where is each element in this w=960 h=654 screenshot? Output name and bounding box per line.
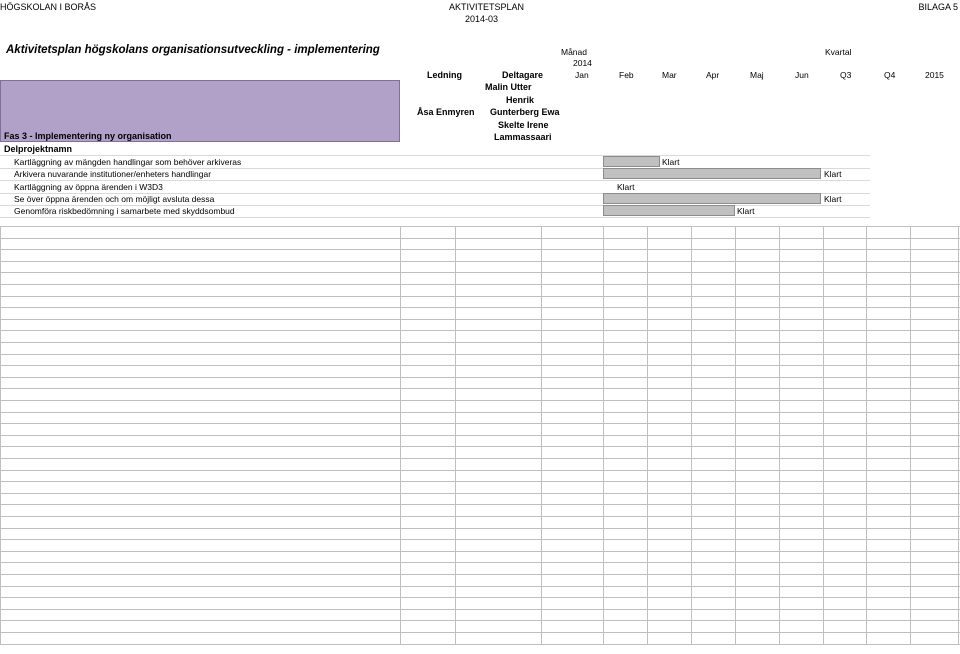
task-status: Klart: [662, 157, 680, 167]
grid-row-line: [0, 597, 960, 598]
col-ledning: Ledning: [427, 70, 462, 80]
task-name: Kartläggning av mängden handlingar som behöver arkiveras: [14, 157, 242, 167]
task-status: Klart: [737, 206, 755, 216]
grid-col-line: [455, 226, 456, 644]
phase-participant-5: Lammassaari: [494, 132, 552, 142]
grid-col-line: [866, 226, 867, 644]
task-bar: [603, 156, 660, 167]
phase-participant-2: Henrik: [506, 95, 535, 105]
col-mar: Mar: [662, 70, 677, 80]
page-title: Aktivitetsplan högskolans organisationsutveckling - implementering: [6, 44, 380, 56]
task-name: Se över öppna ärenden och om möjligt avsluta dessa: [14, 194, 215, 204]
grid-row-line: [0, 238, 960, 239]
task-status: Klart: [824, 169, 842, 179]
grid-row-line: [0, 365, 960, 366]
grid-row-line: [0, 504, 960, 505]
label-year: 2014: [573, 58, 592, 68]
col-q4: Q4: [884, 70, 896, 80]
task-bar: [603, 205, 735, 216]
header-attachment: BILAGA 5: [918, 2, 958, 12]
grid-row-line: [0, 586, 960, 587]
header-institution: HÖGSKOLAN I BORÅS: [0, 2, 97, 12]
grid-row-line: [0, 272, 960, 273]
grid-row-line: [0, 516, 960, 517]
label-kvartal: Kvartal: [825, 47, 852, 57]
grid-row-line: [0, 562, 960, 563]
grid-row-line: [0, 528, 960, 529]
col-q3: Q3: [840, 70, 852, 80]
phase-participant-3: Gunterberg Ewa: [490, 107, 560, 117]
grid-col-line: [735, 226, 736, 644]
phase-participant-4: Skelte Irene: [498, 120, 549, 130]
grid-row-line: [0, 609, 960, 610]
task-bar: [603, 193, 821, 204]
grid-row-line: [0, 342, 960, 343]
grid-col-line: [779, 226, 780, 644]
grid-row-line: [0, 284, 960, 285]
header-date: 2014-03: [465, 14, 499, 24]
grid-row-line: [0, 319, 960, 320]
grid-row-line: [0, 388, 960, 389]
label-manad: Månad: [561, 47, 587, 57]
grid-col-line: [400, 226, 401, 644]
task-bar: [603, 168, 821, 179]
grid-row-line: [0, 226, 960, 227]
grid-row-line: [0, 644, 960, 645]
grid-row-line: [0, 296, 960, 297]
grid-row-line: [0, 481, 960, 482]
grid-row-line: [0, 458, 960, 459]
subproject-label: Delprojektnamn: [4, 144, 73, 154]
col-maj: Maj: [750, 70, 764, 80]
grid-row-line: [0, 261, 960, 262]
grid-row-line: [0, 551, 960, 552]
grid-row-line: [0, 470, 960, 471]
grid-row-line: [0, 400, 960, 401]
phase-participant-1: Malin Utter: [485, 82, 532, 92]
grid-row-line: [0, 330, 960, 331]
grid-row-line: [0, 249, 960, 250]
grid-row-line: [0, 377, 960, 378]
task-status: Klart: [824, 194, 842, 204]
grid-col-line: [603, 226, 604, 644]
header-doc-type: AKTIVITETSPLAN: [449, 2, 525, 12]
grid-col-line: [0, 226, 1, 644]
col-jan: Jan: [575, 70, 589, 80]
task-status: Klart: [617, 182, 635, 192]
grid-row-line: [0, 307, 960, 308]
grid-col-line: [541, 226, 542, 644]
empty-grid: [0, 226, 960, 644]
grid-col-line: [823, 226, 824, 644]
phase-ledning: Åsa Enmyren: [417, 107, 475, 117]
grid-col-line: [647, 226, 648, 644]
grid-row-line: [0, 423, 960, 424]
grid-row-line: [0, 632, 960, 633]
grid-row-line: [0, 446, 960, 447]
grid-row-line: [0, 574, 960, 575]
phase-label: Fas 3 - Implementering ny organisation: [4, 131, 172, 141]
task-name: Arkivera nuvarande institutioner/enheters handlingar: [14, 169, 212, 179]
grid-row-line: [0, 412, 960, 413]
grid-row-line: [0, 620, 960, 621]
col-apr: Apr: [706, 70, 720, 80]
grid-col-line: [691, 226, 692, 644]
col-2015: 2015: [925, 70, 944, 80]
col-feb: Feb: [619, 70, 634, 80]
task-name: Kartläggning av öppna ärenden i W3D3: [14, 182, 163, 192]
col-deltagare: Deltagare: [502, 70, 544, 80]
grid-row-line: [0, 493, 960, 494]
grid-row-line: [0, 354, 960, 355]
grid-row-line: [0, 435, 960, 436]
col-jun: Jun: [795, 70, 809, 80]
grid-row-line: [0, 539, 960, 540]
task-name: Genomföra riskbedömning i samarbete med skyddsombud: [14, 206, 235, 216]
grid-col-line: [958, 226, 959, 644]
grid-col-line: [910, 226, 911, 644]
